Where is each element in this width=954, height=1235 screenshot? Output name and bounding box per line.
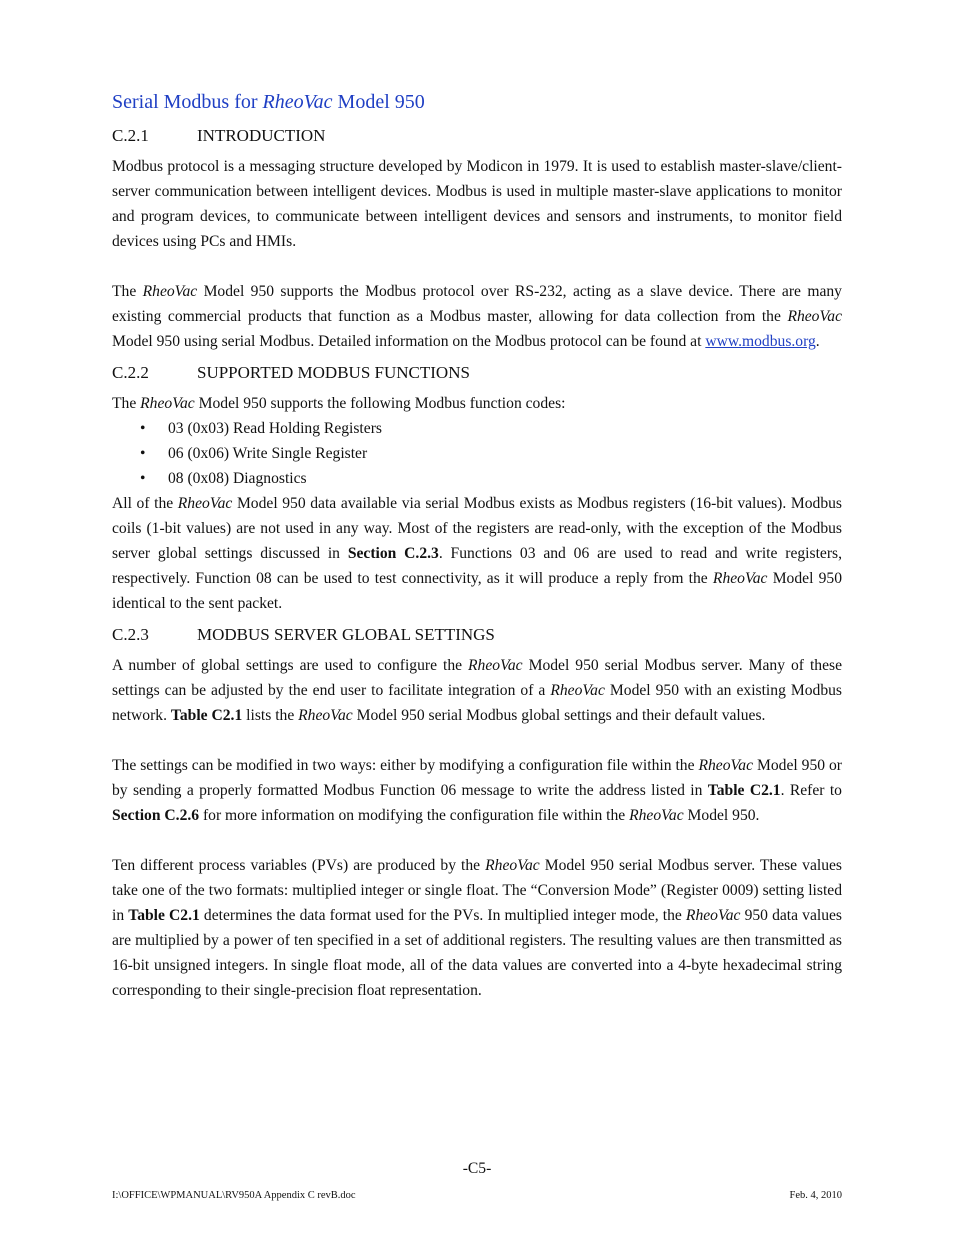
function-code-list bbox=[112, 416, 842, 491]
section-number: C.2.1 bbox=[112, 126, 149, 145]
list-item: • 03 (0x03) Read Holding Registers bbox=[112, 416, 842, 441]
section-title: MODBUS SERVER GLOBAL SETTINGS bbox=[197, 625, 495, 644]
page-number: -C5- bbox=[462, 1160, 492, 1177]
section-heading-supported-functions bbox=[112, 361, 842, 385]
functions-intro: The RheoVac Model 950 supports the following Modbus function codes: bbox=[112, 395, 566, 412]
section-title: INTRODUCTION bbox=[197, 126, 326, 145]
section-title: SUPPORTED MODBUS FUNCTIONS bbox=[197, 363, 470, 382]
functions-paragraph: All of the RheoVac Model 950 data available via serial Modbus exists as Modbus registers (16-bit values). Modbus coils (1-bit values) are not used in any way. Most of the registers are read-only, with the exception of the Modbus server global settings discussed in Section C.2.3. Functions 03 and 06 are used to read and write registers, respectively. Function 08 can be used to test connectivity, as it will produce a reply from the RheoVac Model 950 identical to the sent packet. bbox=[112, 495, 842, 612]
section-number: C.2.3 bbox=[112, 625, 149, 644]
footer-file-path: I:\OFFICE\WPMANUAL\RV950A Appendix C revB.doc bbox=[112, 1190, 356, 1201]
footer-date: Feb. 4, 2010 bbox=[789, 1190, 842, 1201]
section-heading-global-settings bbox=[112, 623, 842, 647]
bullet-icon: • bbox=[140, 470, 146, 487]
page-title: Serial Modbus for RheoVac Model 950 bbox=[112, 91, 425, 113]
intro-paragraph-1: Modbus protocol is a messaging structure developed by Modicon in 1979. It is used to establish master-slave/client-server communication between intelligent devices. Modbus is used in multiple master-slave applications to monitor and program devices, to communicate between intelligent devices and sensors and instruments, to monitor field devices using PCs and HMIs. bbox=[112, 158, 842, 250]
modbus-link[interactable]: www.modbus.org bbox=[705, 333, 816, 350]
list-item: • 06 (0x06) Write Single Register bbox=[112, 441, 842, 466]
section-number: C.2.2 bbox=[112, 363, 149, 382]
settings-paragraph-2: The settings can be modified in two ways: either by modifying a configuration file within the RheoVac Model 950 or by sending a properly formatted Modbus Function 06 message to write the address listed in Table C2.1. Refer to Section C.2.6 for more information on modifying the configuration file within the RheoVac Model 950. bbox=[112, 757, 842, 824]
settings-paragraph-1: A number of global settings are used to configure the RheoVac Model 950 serial Modbus server. Many of these settings can be adjusted by the end user to facilitate integration of a RheoVac Model 950 with an existing Modbus network. Table C2.1 lists the RheoVac Model 950 serial Modbus global settings and their default values. bbox=[112, 657, 842, 724]
bullet-icon: • bbox=[140, 445, 146, 462]
section-heading-introduction bbox=[112, 124, 842, 148]
bullet-icon: • bbox=[140, 420, 146, 437]
document-body bbox=[112, 88, 842, 1003]
settings-paragraph-3: Ten different process variables (PVs) are produced by the RheoVac Model 950 serial Modbus server. These values take one of the two formats: multiplied integer or single float. The “Conversion Mode” (Register 0009) setting listed in Table C2.1 determines the data format used for the PVs. In multiplied integer mode, the RheoVac 950 data values are multiplied by a power of ten specified in a set of additional registers. The resulting values are then transmitted as 16-bit unsigned integers. In single float mode, all of the data values are converted into a 4-byte hexadecimal string corresponding to their single-precision float representation. bbox=[112, 857, 842, 999]
list-item: • 08 (0x08) Diagnostics bbox=[112, 466, 842, 491]
intro-paragraph-2: The RheoVac Model 950 supports the Modbus protocol over RS-232, acting as a slave device. There are many existing commercial products that function as a Modbus master, allowing for data collection from the RheoVac Model 950 using serial Modbus. Detailed information on the Modbus protocol can be found at www.modbus.org. bbox=[112, 283, 842, 350]
